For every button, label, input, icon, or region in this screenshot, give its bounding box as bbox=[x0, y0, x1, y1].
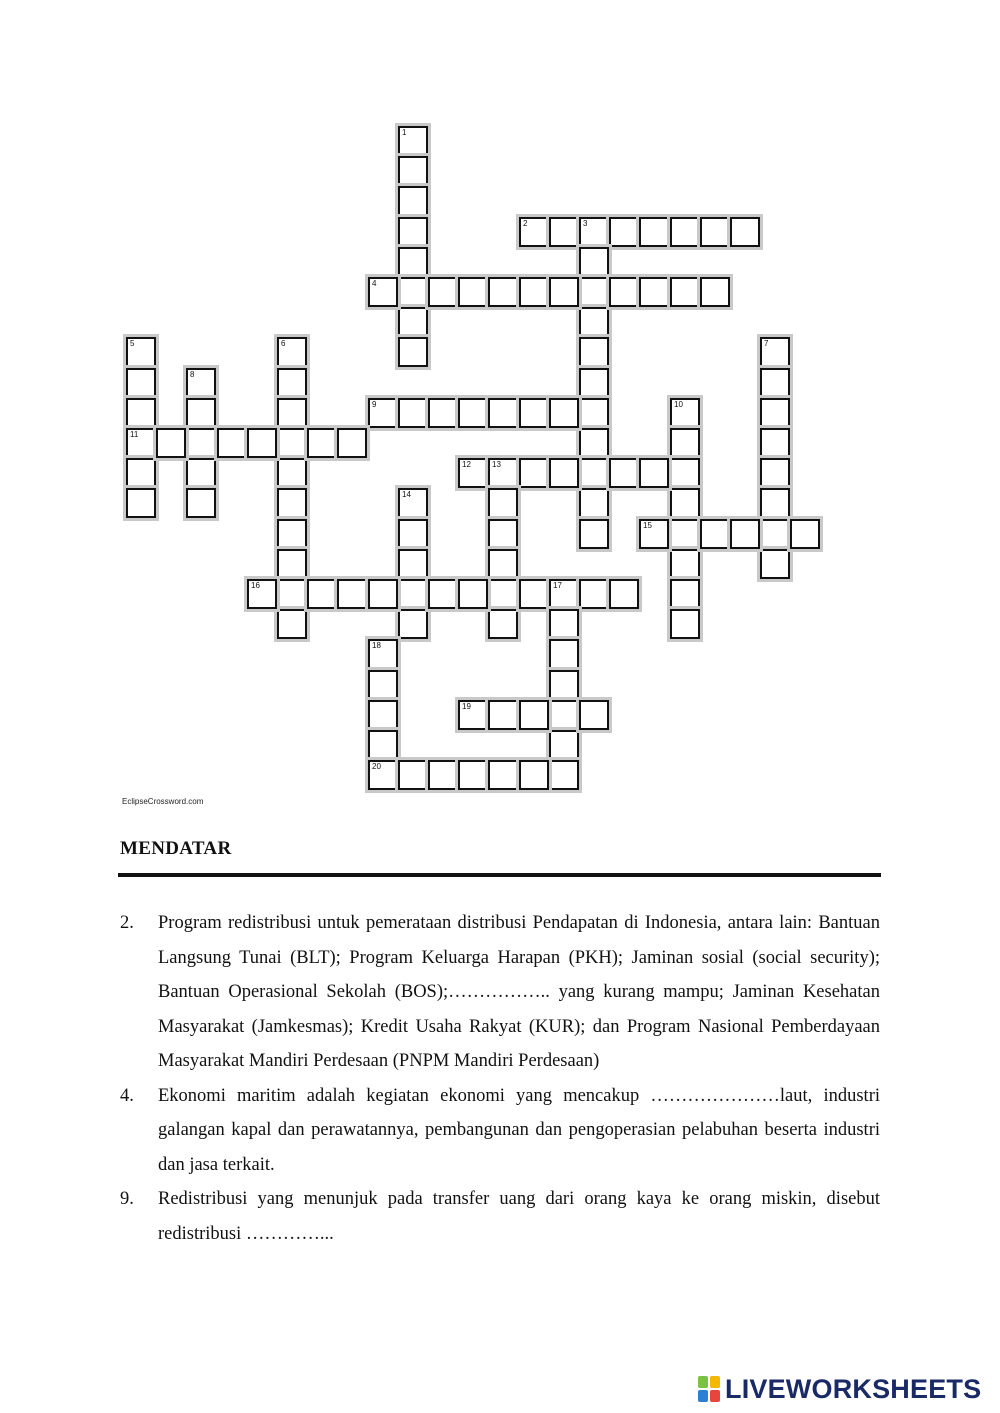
brand-text: LIVEWORKSHEETS bbox=[725, 1374, 982, 1404]
section-heading: MENDATAR bbox=[120, 838, 232, 859]
crossword-cell[interactable] bbox=[519, 217, 549, 247]
crossword-cell[interactable] bbox=[579, 277, 609, 307]
crossword-cell[interactable] bbox=[488, 549, 518, 579]
crossword-cell[interactable] bbox=[398, 760, 428, 790]
crossword-cell[interactable] bbox=[579, 247, 609, 277]
crossword-cell[interactable] bbox=[398, 579, 428, 609]
crossword-cell[interactable] bbox=[670, 428, 700, 458]
crossword-cell[interactable] bbox=[549, 670, 579, 700]
crossword-cell[interactable] bbox=[670, 609, 700, 639]
clue-number-label: 11 bbox=[130, 430, 139, 439]
clue-item bbox=[120, 906, 880, 1079]
crossword-cell[interactable] bbox=[700, 519, 730, 549]
crossword-cell[interactable] bbox=[277, 488, 307, 518]
crossword-cell[interactable] bbox=[488, 488, 518, 518]
crossword-cell[interactable] bbox=[700, 277, 730, 307]
clue-number-label: 19 bbox=[462, 702, 471, 711]
crossword-cell[interactable] bbox=[398, 337, 428, 367]
crossword-cell[interactable] bbox=[277, 398, 307, 428]
crossword-cell[interactable] bbox=[307, 579, 337, 609]
crossword-cell[interactable] bbox=[277, 458, 307, 488]
clue-text: Redistribusi yang menunjuk pada transfer uang dari orang kaya ke orang miskin, disebut redistribusi …………... bbox=[158, 1189, 880, 1244]
crossword-cell[interactable] bbox=[398, 307, 428, 337]
clue-number-label: 5 bbox=[130, 339, 135, 348]
clue-number-label: 18 bbox=[372, 641, 381, 650]
heading-divider bbox=[118, 873, 881, 877]
crossword-cell[interactable] bbox=[700, 217, 730, 247]
clue-number: 2. bbox=[120, 913, 134, 933]
crossword-cell[interactable] bbox=[307, 428, 337, 458]
clue-text: Ekonomi maritim adalah kegiatan ekonomi yang mencakup …………………laut, industri galangan kapal dan perawatannya, pembangunan dan pengoperasian pelabuhan beserta industri dan jasa terkait. bbox=[158, 1085, 880, 1175]
clue-number-label: 12 bbox=[462, 460, 471, 469]
crossword-cell[interactable] bbox=[277, 428, 307, 458]
crossword-cell[interactable] bbox=[609, 579, 639, 609]
crossword-cell[interactable] bbox=[609, 277, 639, 307]
clue-number-label: 2 bbox=[523, 219, 528, 228]
crossword-cell[interactable] bbox=[579, 307, 609, 337]
crossword-cell[interactable] bbox=[670, 488, 700, 518]
crossword-cell[interactable] bbox=[458, 700, 488, 730]
crossword-credit: EclipseCrossword.com bbox=[122, 797, 204, 806]
crossword-cell[interactable] bbox=[186, 428, 216, 458]
crossword-cell[interactable] bbox=[549, 639, 579, 669]
crossword-cell[interactable] bbox=[549, 458, 579, 488]
crossword-cell[interactable] bbox=[730, 217, 760, 247]
crossword-cell[interactable] bbox=[579, 700, 609, 730]
crossword-cell[interactable] bbox=[277, 609, 307, 639]
crossword-cell[interactable] bbox=[579, 519, 609, 549]
clue-number-label: 15 bbox=[643, 521, 652, 530]
crossword-cell[interactable] bbox=[730, 519, 760, 549]
crossword-cell[interactable] bbox=[760, 488, 790, 518]
crossword-cell[interactable] bbox=[458, 398, 488, 428]
crossword-cell[interactable] bbox=[488, 579, 518, 609]
crossword-cell[interactable] bbox=[579, 337, 609, 367]
clue-item bbox=[120, 1182, 880, 1251]
crossword-cell[interactable] bbox=[398, 277, 428, 307]
crossword-cell[interactable] bbox=[126, 458, 156, 488]
clue-number-label: 6 bbox=[281, 339, 286, 348]
crossword-cell[interactable] bbox=[639, 277, 669, 307]
crossword-cell[interactable] bbox=[519, 398, 549, 428]
crossword-cell[interactable] bbox=[337, 579, 367, 609]
crossword-cell[interactable] bbox=[519, 700, 549, 730]
clue-number-label: 4 bbox=[372, 279, 377, 288]
crossword-cell[interactable] bbox=[368, 398, 398, 428]
crossword-cell[interactable] bbox=[247, 428, 277, 458]
crossword-cell[interactable] bbox=[398, 186, 428, 216]
crossword-cell[interactable] bbox=[790, 519, 820, 549]
crossword-cell[interactable] bbox=[760, 519, 790, 549]
crossword-cell[interactable] bbox=[549, 277, 579, 307]
crossword-cell[interactable] bbox=[670, 549, 700, 579]
crossword-cell[interactable] bbox=[639, 458, 669, 488]
crossword-cell[interactable] bbox=[579, 217, 609, 247]
clue-number: 9. bbox=[120, 1189, 134, 1209]
clue-number-label: 10 bbox=[674, 400, 683, 409]
crossword-cell[interactable] bbox=[488, 277, 518, 307]
crossword-cell[interactable] bbox=[368, 760, 398, 790]
clue-number-label: 14 bbox=[402, 490, 411, 499]
crossword-cell[interactable] bbox=[126, 428, 156, 458]
crossword-cell[interactable] bbox=[488, 609, 518, 639]
crossword-cell[interactable] bbox=[428, 277, 458, 307]
clue-number-label: 3 bbox=[583, 219, 588, 228]
clue-number-label: 16 bbox=[251, 581, 260, 590]
crossword-cell[interactable] bbox=[549, 760, 579, 790]
crossword-cell[interactable] bbox=[760, 458, 790, 488]
crossword-cell[interactable] bbox=[488, 398, 518, 428]
crossword-cell[interactable] bbox=[428, 579, 458, 609]
crossword-cell[interactable] bbox=[458, 458, 488, 488]
crossword-cell[interactable] bbox=[247, 579, 277, 609]
crossword-cell[interactable] bbox=[488, 760, 518, 790]
liveworksheets-icon bbox=[698, 1376, 722, 1404]
crossword-cell[interactable] bbox=[488, 519, 518, 549]
crossword-cell[interactable] bbox=[579, 398, 609, 428]
crossword-cell[interactable] bbox=[398, 126, 428, 156]
crossword-cell[interactable] bbox=[186, 458, 216, 488]
clue-item bbox=[120, 1079, 880, 1183]
crossword-cell[interactable] bbox=[549, 609, 579, 639]
crossword-cell[interactable] bbox=[519, 458, 549, 488]
crossword-cell[interactable] bbox=[760, 428, 790, 458]
crossword-cell[interactable] bbox=[609, 458, 639, 488]
crossword-cell[interactable] bbox=[186, 368, 216, 398]
crossword-cell[interactable] bbox=[760, 398, 790, 428]
clue-number: 4. bbox=[120, 1085, 134, 1106]
crossword-cell[interactable] bbox=[398, 156, 428, 186]
crossword-cell[interactable] bbox=[186, 488, 216, 518]
crossword-cell[interactable] bbox=[398, 247, 428, 277]
crossword-cell[interactable] bbox=[368, 700, 398, 730]
crossword-cell[interactable] bbox=[760, 368, 790, 398]
crossword-cell[interactable] bbox=[488, 458, 518, 488]
crossword-cell[interactable] bbox=[217, 428, 247, 458]
clue-number-label: 1 bbox=[402, 128, 407, 137]
crossword-cell[interactable] bbox=[368, 579, 398, 609]
liveworksheets-logo bbox=[698, 1374, 981, 1405]
crossword-cell[interactable] bbox=[670, 579, 700, 609]
crossword-cell[interactable] bbox=[277, 579, 307, 609]
clue-text: Program redistribusi untuk pemerataan distribusi Pendapatan di Indonesia, antara lain: Bantuan Langsung Tunai (BLT); Program Keluarga Harapan (PKH); Jaminan sosial (social security); Bantuan Operasional Sekolah (BOS);…………….. yang kurang mampu; Jaminan Kesehatan Masyarakat (Jamkesmas); Kredit Usaha Rakyat (KUR); dan Program Nasional Pemberdayaan Masyarakat Mandiri Perdesaan (PNPM Mandiri Perdesaan) bbox=[158, 913, 880, 1071]
crossword-cell[interactable] bbox=[368, 277, 398, 307]
clue-number-label: 9 bbox=[372, 400, 377, 409]
crossword-cell[interactable] bbox=[639, 217, 669, 247]
crossword-cell[interactable] bbox=[609, 217, 639, 247]
crossword-cell[interactable] bbox=[428, 760, 458, 790]
crossword-cell[interactable] bbox=[428, 398, 458, 428]
crossword-cell[interactable] bbox=[549, 217, 579, 247]
crossword-cell[interactable] bbox=[126, 368, 156, 398]
crossword-cell[interactable] bbox=[670, 277, 700, 307]
crossword-cell[interactable] bbox=[398, 398, 428, 428]
clue-number-label: 20 bbox=[372, 762, 381, 771]
clue-number-label: 7 bbox=[764, 339, 769, 348]
crossword-cell[interactable] bbox=[398, 488, 428, 518]
crossword-cell[interactable] bbox=[549, 579, 579, 609]
crossword-cell[interactable] bbox=[337, 428, 367, 458]
crossword-cell[interactable] bbox=[549, 730, 579, 760]
crossword-cell[interactable] bbox=[458, 277, 488, 307]
clue-number-label: 17 bbox=[553, 581, 562, 590]
crossword-cell[interactable] bbox=[579, 579, 609, 609]
crossword-cell[interactable] bbox=[398, 609, 428, 639]
crossword-cell[interactable] bbox=[126, 398, 156, 428]
crossword-cell[interactable] bbox=[760, 337, 790, 367]
clue-list bbox=[120, 906, 880, 1251]
crossword-cell[interactable] bbox=[277, 549, 307, 579]
crossword-cell[interactable] bbox=[579, 458, 609, 488]
crossword-cell[interactable] bbox=[398, 549, 428, 579]
clue-number-label: 8 bbox=[190, 370, 195, 379]
crossword-cell[interactable] bbox=[368, 670, 398, 700]
crossword-cell[interactable] bbox=[519, 579, 549, 609]
crossword-cell[interactable] bbox=[156, 428, 186, 458]
crossword-cell[interactable] bbox=[277, 519, 307, 549]
crossword-cell[interactable] bbox=[368, 639, 398, 669]
crossword-cell[interactable] bbox=[519, 760, 549, 790]
crossword-cell[interactable] bbox=[458, 579, 488, 609]
crossword-cell[interactable] bbox=[579, 428, 609, 458]
crossword-cell[interactable] bbox=[579, 368, 609, 398]
crossword-cell[interactable] bbox=[670, 458, 700, 488]
crossword-cell[interactable] bbox=[579, 488, 609, 518]
crossword-cell[interactable] bbox=[549, 700, 579, 730]
crossword-cell[interactable] bbox=[670, 217, 700, 247]
clue-number-label: 13 bbox=[492, 460, 501, 469]
crossword-cell[interactable] bbox=[639, 519, 669, 549]
crossword-cell[interactable] bbox=[277, 368, 307, 398]
crossword-cell[interactable] bbox=[126, 337, 156, 367]
crossword-cell[interactable] bbox=[186, 398, 216, 428]
crossword-cell[interactable] bbox=[398, 519, 428, 549]
crossword-cell[interactable] bbox=[458, 760, 488, 790]
crossword-cell[interactable] bbox=[126, 488, 156, 518]
crossword-cell[interactable] bbox=[488, 700, 518, 730]
crossword-cell[interactable] bbox=[398, 217, 428, 247]
crossword-cell[interactable] bbox=[549, 398, 579, 428]
crossword-cell[interactable] bbox=[368, 730, 398, 760]
crossword-cell[interactable] bbox=[760, 549, 790, 579]
crossword-cell[interactable] bbox=[277, 337, 307, 367]
crossword-cell[interactable] bbox=[670, 398, 700, 428]
crossword-cell[interactable] bbox=[519, 277, 549, 307]
crossword-cell[interactable] bbox=[670, 519, 700, 549]
